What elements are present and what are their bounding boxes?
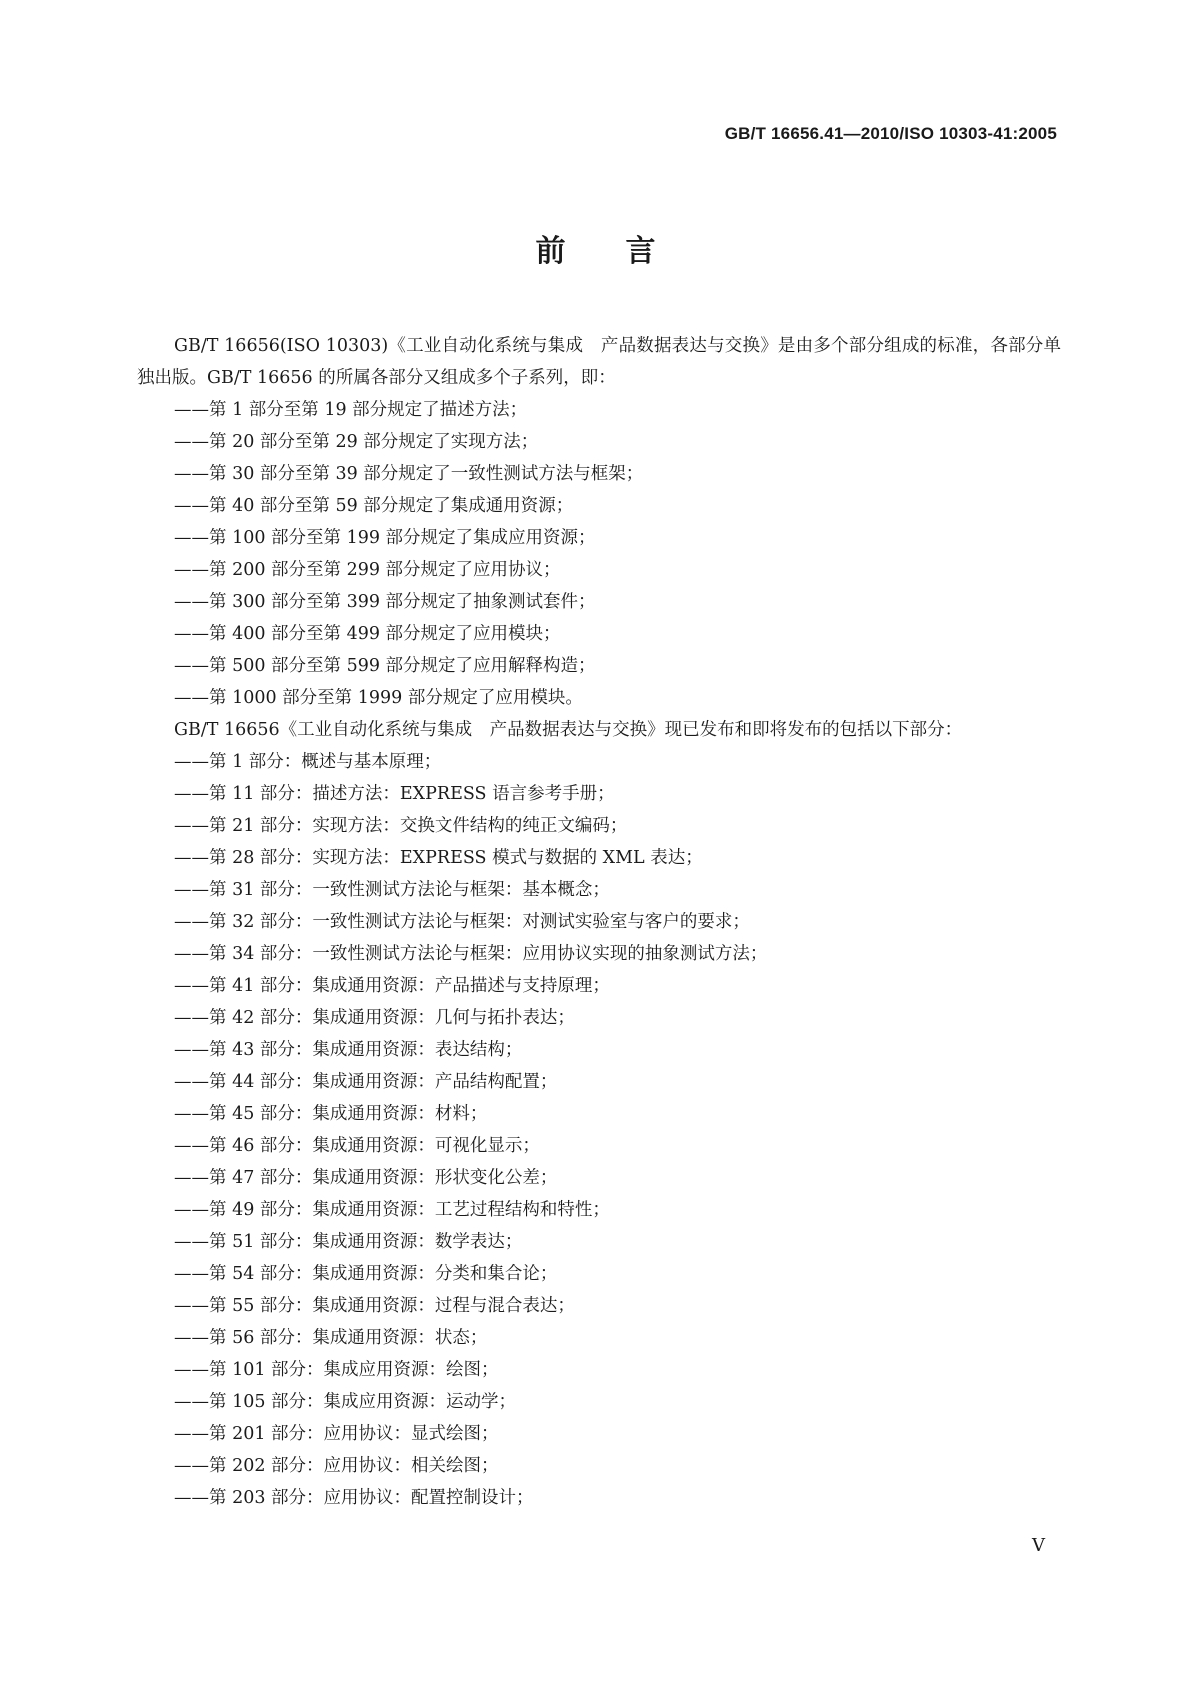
parts-intro-paragraph: GB/T 16656《工业自动化系统与集成 产品数据表达与交换》现已发布和即将发布的包括以下部分：	[174, 720, 963, 740]
list-item: ——第 1 部分至第 19 部分规定了描述方法；	[174, 400, 528, 420]
parts-list	[137, 746, 1061, 1514]
list-item: ——第 54 部分：集成通用资源：分类和集合论；	[174, 1264, 558, 1284]
list-item: ——第 46 部分：集成通用资源：可视化显示；	[174, 1136, 540, 1156]
list-item: ——第 47 部分：集成通用资源：形状变化公差；	[174, 1168, 558, 1188]
list-item: ——第 45 部分：集成通用资源：材料；	[174, 1104, 488, 1124]
list-item: ——第 43 部分：集成通用资源：表达结构；	[174, 1040, 523, 1060]
list-item: ——第 100 部分至第 199 部分规定了集成应用资源；	[174, 528, 596, 548]
list-item: ——第 32 部分：一致性测试方法论与框架：对测试实验室与客户的要求；	[174, 912, 750, 932]
page-title: 前言	[535, 234, 716, 269]
list-item: ——第 11 部分：描述方法：EXPRESS 语言参考手册；	[174, 784, 615, 804]
list-item: ——第 21 部分：实现方法：交换文件结构的纯正文编码；	[174, 816, 628, 836]
document-id: GB/T 16656.41—2010/ISO 10303-41:2005	[724, 124, 1057, 143]
list-item: ——第 400 部分至第 499 部分规定了应用模块；	[174, 624, 561, 644]
list-item: ——第 28 部分：实现方法：EXPRESS 模式与数据的 XML 表达；	[174, 848, 703, 868]
list-item: ——第 203 部分：应用协议：配置控制设计；	[174, 1488, 534, 1508]
list-item: ——第 500 部分至第 599 部分规定了应用解释构造；	[174, 656, 596, 676]
intro-paragraph: GB/T 16656(ISO 10303)《工业自动化系统与集成 产品数据表达与交换》是由多个部分组成的标准，各部分单独出版。GB/T 16656 的所属各部分又组成多个子系列，即：	[137, 336, 1061, 388]
list-item: ——第 55 部分：集成通用资源：过程与混合表达；	[174, 1296, 575, 1316]
list-item: ——第 30 部分至第 39 部分规定了一致性测试方法与框架；	[174, 464, 644, 484]
list-item: ——第 20 部分至第 29 部分规定了实现方法；	[174, 432, 539, 452]
list-item: ——第 34 部分：一致性测试方法论与框架：应用协议实现的抽象测试方法；	[174, 944, 768, 964]
list-item: ——第 41 部分：集成通用资源：产品描述与支持原理；	[174, 976, 610, 996]
list-item: ——第 201 部分：应用协议：显式绘图；	[174, 1424, 499, 1444]
page-number: V	[1032, 1535, 1045, 1556]
list-item: ——第 300 部分至第 399 部分规定了抽象测试套件；	[174, 592, 596, 612]
list-item: ——第 1 部分：概述与基本原理；	[174, 752, 442, 772]
list-item: ——第 42 部分：集成通用资源：几何与拓扑表达；	[174, 1008, 575, 1028]
list-item: ——第 44 部分：集成通用资源：产品结构配置；	[174, 1072, 558, 1092]
list-item: ——第 31 部分：一致性测试方法论与框架：基本概念；	[174, 880, 610, 900]
list-item: ——第 202 部分：应用协议：相关绘图；	[174, 1456, 499, 1476]
body-content	[137, 330, 1061, 1514]
list-item: ——第 101 部分：集成应用资源：绘图；	[174, 1360, 499, 1380]
list-item: ——第 56 部分：集成通用资源：状态；	[174, 1328, 488, 1348]
list-item: ——第 40 部分至第 59 部分规定了集成通用资源；	[174, 496, 574, 516]
list-item: ——第 49 部分：集成通用资源：工艺过程结构和特性；	[174, 1200, 610, 1220]
list-item: ——第 105 部分：集成应用资源：运动学；	[174, 1392, 517, 1412]
list-item: ——第 200 部分至第 299 部分规定了应用协议；	[174, 560, 561, 580]
series-list	[137, 394, 1061, 714]
list-item: ——第 1000 部分至第 1999 部分规定了应用模块。	[174, 688, 583, 708]
list-item: ——第 51 部分：集成通用资源：数学表达；	[174, 1232, 523, 1252]
